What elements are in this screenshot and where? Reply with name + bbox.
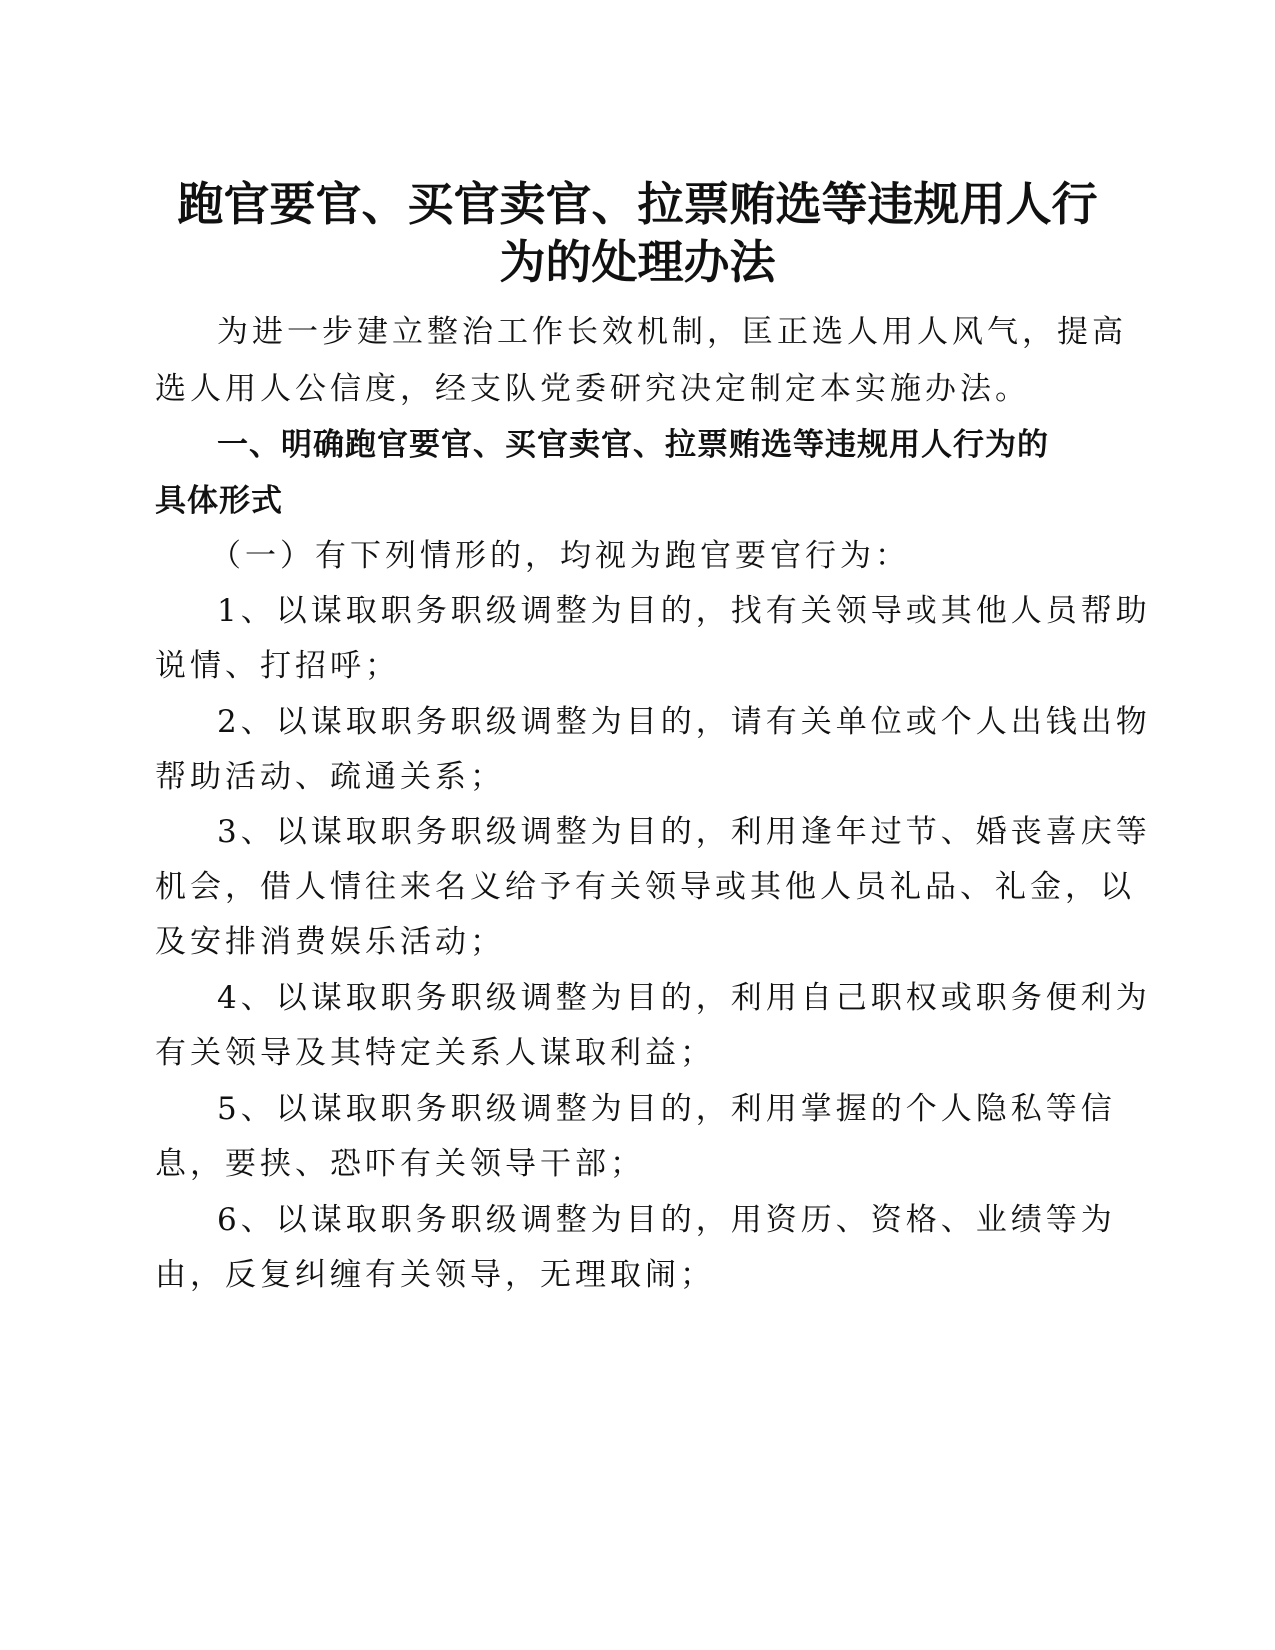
item-6-line-1: 6、以谋取职务职级调整为目的，用资历、资格、业绩等为 [217, 1202, 1116, 1238]
item-6-line-2: 由，反复纠缠有关领导，无理取闹； [155, 1257, 715, 1293]
section-heading-line-1: 一、明确跑官要官、买官卖官、拉票贿选等违规用人行为的 [217, 427, 1049, 463]
intro-paragraph-line-1: 为进一步建立整治工作长效机制，匡正选人用人风气，提高 [217, 314, 1127, 350]
item-1-line-1: 1、以谋取职务职级调整为目的，找有关领导或其他人员帮助 [217, 593, 1151, 629]
item-5-line-2: 息，要挟、恐吓有关领导干部； [155, 1146, 645, 1182]
item-4-line-2: 有关领导及其特定关系人谋取利益； [155, 1035, 715, 1071]
section-heading-line-2: 具体形式 [155, 483, 283, 519]
item-2-line-1: 2、以谋取职务职级调整为目的，请有关单位或个人出钱出物 [217, 704, 1151, 740]
intro-paragraph-line-2: 选人用人公信度，经支队党委研究决定制定本实施办法。 [155, 371, 1030, 407]
item-1-line-2: 说情、打招呼； [155, 648, 400, 684]
subsection-heading: （一）有下列情形的，均视为跑官要官行为： [210, 538, 910, 574]
document-title-line-1: 跑官要官、买官卖官、拉票贿选等违规用人行 [177, 177, 1098, 231]
item-5-line-1: 5、以谋取职务职级调整为目的，利用掌握的个人隐私等信 [217, 1091, 1116, 1127]
item-3-line-2: 机会，借人情往来名义给予有关领导或其他人员礼品、礼金，以 [155, 869, 1135, 905]
document-title-line-2: 为的处理办法 [499, 235, 776, 289]
item-3-line-3: 及安排消费娱乐活动； [155, 924, 505, 960]
item-3-line-1: 3、以谋取职务职级调整为目的，利用逢年过节、婚丧喜庆等 [217, 814, 1151, 850]
item-4-line-1: 4、以谋取职务职级调整为目的，利用自己职权或职务便利为 [217, 980, 1151, 1016]
item-2-line-2: 帮助活动、疏通关系； [155, 759, 505, 795]
